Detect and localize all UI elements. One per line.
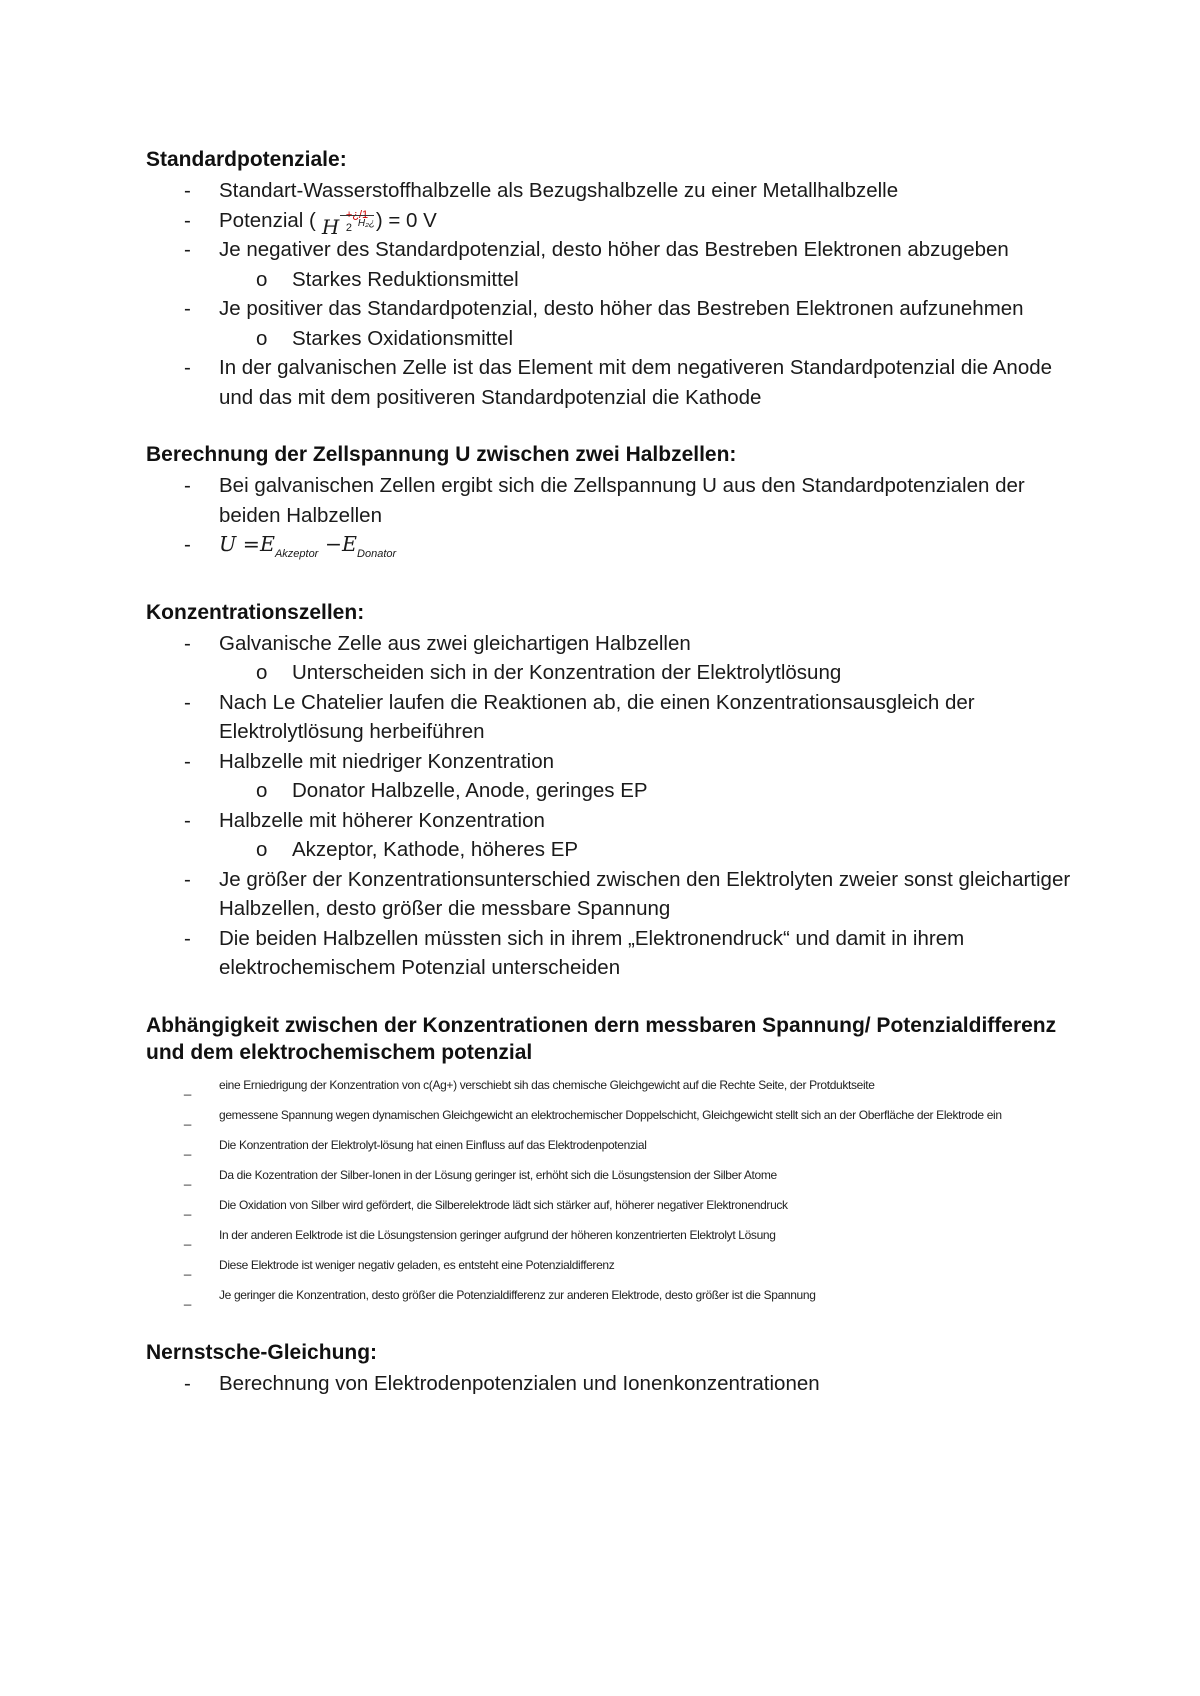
section-nernstsche-gleichung: [146, 1339, 1076, 1399]
section-standardpotenziale: [146, 146, 1076, 412]
bullet-list: [146, 176, 1076, 412]
formula-numerator: +¿/1: [345, 208, 369, 221]
list-item: - In der galvanischen Zelle ist das Element mit dem negativeren Standardpotenzial die Anode und das mit dem positiveren Standardpotenzial die Kathode: [146, 353, 1076, 412]
list-item-text: Galvanische Zelle aus zwei gleichartigen Halbzellen: [219, 631, 691, 655]
list-item: [146, 294, 1076, 353]
list-item-text: Halbzelle mit niedriger Konzentration: [219, 749, 555, 773]
sub-list: [219, 265, 1076, 295]
list-item: - Standart-Wasserstoffhalbzelle als Bezugshalbzelle zu einer Metallhalbzelle: [146, 176, 1076, 206]
formula-sub-akzeptor: Akzeptor: [274, 548, 319, 560]
hydrogen-formula: [316, 207, 376, 239]
bullet-list: [146, 629, 1076, 983]
formula-superscript: H₂¿: [357, 217, 376, 229]
bullet-list: [146, 1369, 1076, 1399]
section-heading: Standardpotenziale:: [146, 148, 347, 171]
list-item-formula: [146, 530, 1076, 570]
small-list-item: _ Die Konzentration der Elektrolyt-lösung hat einen Einfluss auf das Elektrodenpotenzial: [146, 1130, 1076, 1160]
list-item-text: Halbzelle mit höherer Konzentration: [219, 808, 545, 832]
section-heading: Nernstsche-Gleichung:: [146, 1340, 378, 1364]
formula-base: H: [321, 214, 340, 239]
formula-minus: −E: [318, 532, 358, 556]
sub-list: [219, 835, 1076, 865]
section-heading: Berechnung der Zellspannung U zwischen zwei Halbzellen:: [146, 443, 737, 466]
list-item: [146, 629, 1076, 688]
sub-list-item: o Donator Halbzelle, Anode, geringes EP: [219, 776, 1076, 806]
sub-list-item: o Starkes Reduktionsmittel: [219, 265, 1076, 295]
list-item: - Nach Le Chatelier laufen die Reaktionen ab, die einen Konzentrationsausgleich der Elektrolytlösung herbeiführen: [146, 688, 1076, 747]
small-list-item: _ gemessene Spannung wegen dynamischen Gleichgewicht an elektrochemischer Doppelschicht, Gleichgewicht stellt sich an der Oberfläche der Elektrode ein: [146, 1100, 1076, 1130]
list-item-formula: [146, 206, 1076, 239]
section-zellspannung: [146, 441, 1076, 570]
sub-list: [219, 658, 1076, 688]
small-list-item: _ Diese Elektrode ist weniger negativ geladen, es entsteht eine Potenzialdifferenz: [146, 1250, 1076, 1280]
sub-list: [219, 324, 1076, 354]
sub-list-item: o Starkes Oxidationsmittel: [219, 324, 1076, 354]
section-konzentrationszellen: [146, 599, 1076, 983]
small-list-item: _ Je geringer die Konzentration, desto größer die Potenzialdifferenz zur anderen Elektrode, desto größer ist die Spannung: [146, 1280, 1076, 1310]
list-item: - Bei galvanischen Zellen ergibt sich die Zellspannung U aus den Standardpotenzialen der beiden Halbzellen: [146, 471, 1076, 530]
formula-lhs: U =E: [219, 532, 275, 556]
list-item: [146, 806, 1076, 865]
bullet-list: [146, 471, 1076, 570]
document-content: [146, 146, 1076, 1427]
formula-sub-donator: Donator: [357, 548, 397, 560]
formula-suffix: ) = 0 V: [375, 208, 437, 232]
sub-list-item: o Akzeptor, Kathode, höheres EP: [219, 835, 1076, 865]
section-heading: Konzentrationszellen:: [146, 600, 365, 624]
small-list-item: _ In der anderen Eelktrode ist die Lösungstension geringer aufgrund der höheren konzentrierten Elektrolyt Lösung: [146, 1220, 1076, 1250]
list-item: - Die beiden Halbzellen müssten sich in ihrem „Elektronendruck“ und damit in ihrem elektrochemischem Potenzial unterscheiden: [146, 924, 1076, 983]
sub-list-item: o Unterscheiden sich in der Konzentration der Elektrolytlösung: [219, 658, 1076, 688]
small-list-item: _ Die Oxidation von Silber wird gefördert, die Silberelektrode lädt sich stärker auf, höherer negativer Elektronendruck: [146, 1190, 1076, 1220]
small-list-item: _ Da die Kozentration der Silber-Ionen in der Lösung geringer ist, erhöht sich die Lösungstension der Silber Atome: [146, 1160, 1076, 1190]
list-item: - Je größer der Konzentrationsunterschied zwischen den Elektrolyten zweier sonst gleichartiger Halbzellen, desto größer die messbare Spannung: [146, 865, 1076, 924]
list-item-text: Je positiver das Standardpotenzial, desto höher das Bestreben Elektronen aufzunehmen: [219, 297, 1024, 320]
formula-prefix: Potenzial (: [219, 208, 316, 232]
list-item-text: Je negativer des Standardpotenzial, desto höher das Bestreben Elektronen abzugeben: [219, 238, 1009, 261]
list-item: [146, 235, 1076, 294]
list-item: - Berechnung von Elektrodenpotenzialen und Ionenkonzentrationen: [146, 1369, 1076, 1399]
small-list-item: _ eine Erniedrigung der Konzentration von c(Ag+) verschiebt sih das chemische Gleichgewicht auf die Rechte Seite, der Protduktseite: [146, 1070, 1076, 1100]
list-item: [146, 747, 1076, 806]
sub-list: [219, 776, 1076, 806]
small-bullet-list: [146, 1070, 1076, 1310]
section-abhaengigkeit: [146, 1012, 1076, 1310]
section-heading: Abhängigkeit zwischen der Konzentrationen dern messbaren Spannung/ Potenzialdifferenz und dem elektrochemischem potenzial: [146, 1013, 1057, 1064]
formula-denominator: 2: [345, 221, 352, 234]
